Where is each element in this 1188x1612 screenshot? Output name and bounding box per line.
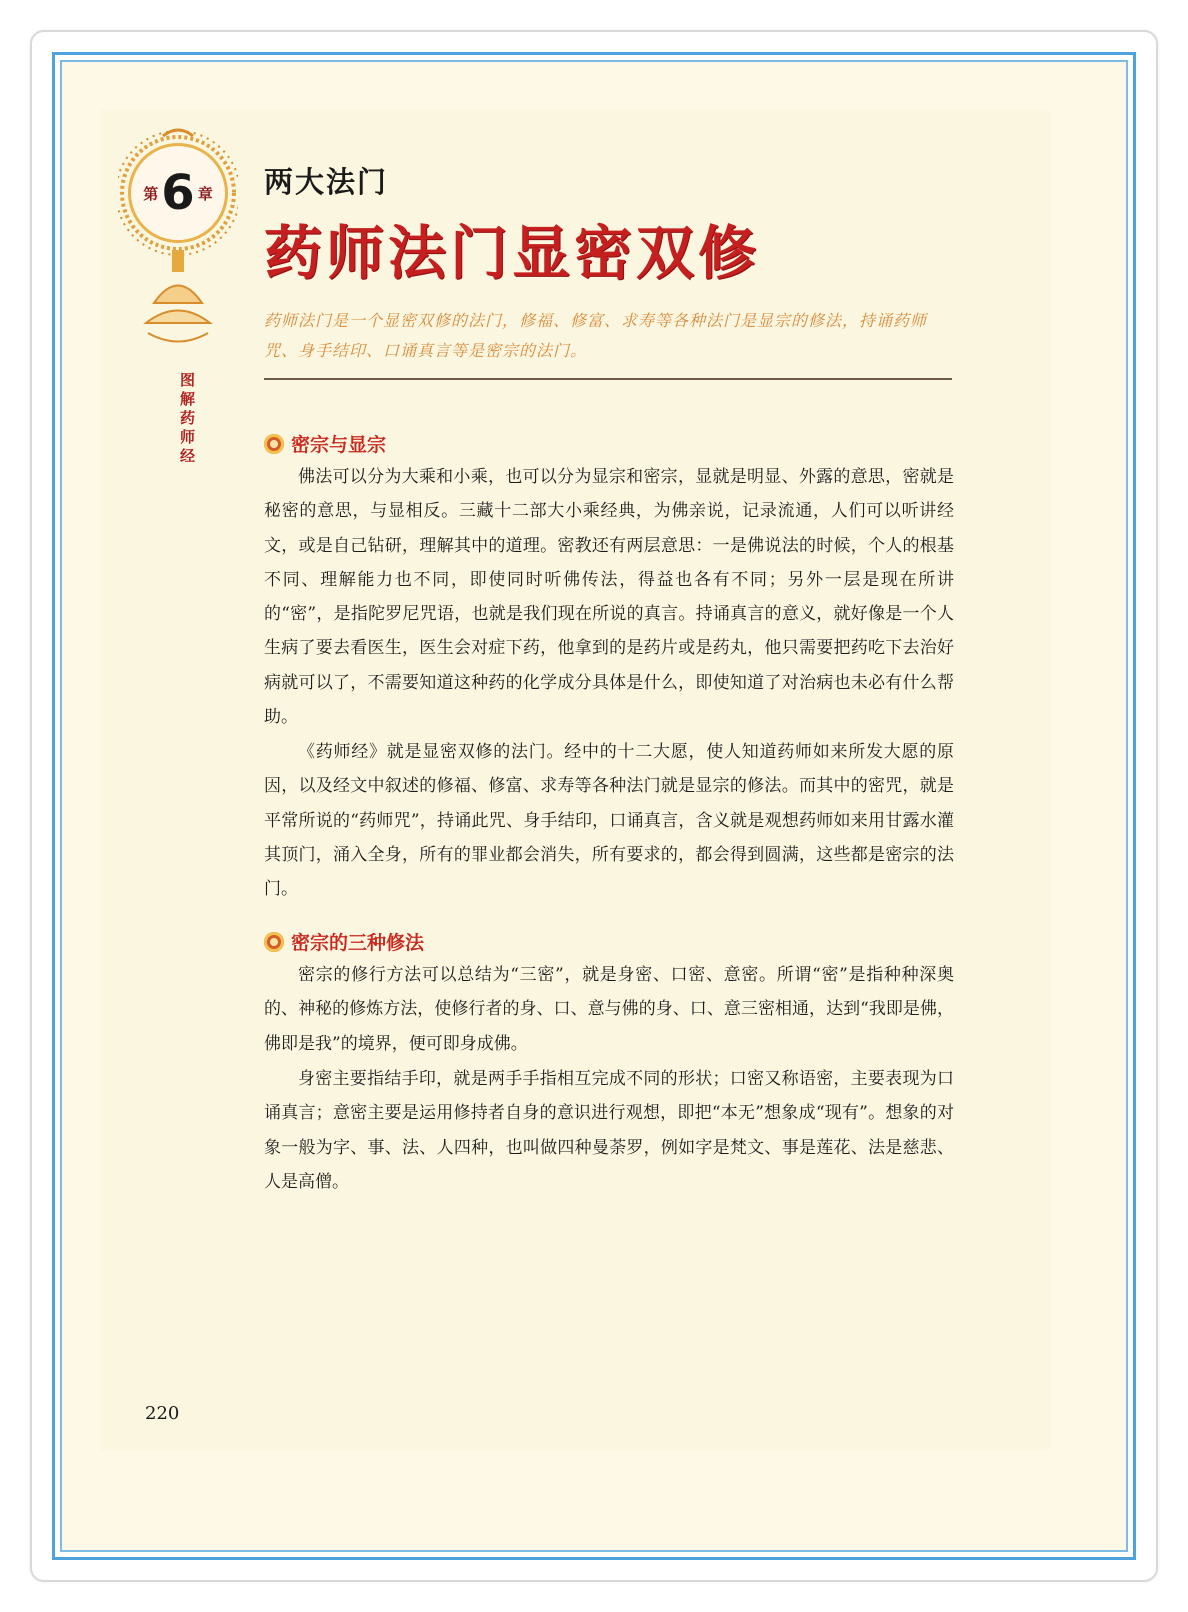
paragraph: 身密主要指结手印，就是两手手指相互完成不同的形状；口密又称语密，主要表现为口诵真言；意密主要是运用修持者自身的意识进行观想，即把“本无”想象成“现有”。想象的对象一般为字、事、法、人四种，也叫做四种曼荼罗，例如字是梵文、事是莲花、法是慈悲、人是高僧。 <box>264 1069 954 1192</box>
chapter-emblem <box>118 128 238 368</box>
chapter-suffix: 章 <box>197 184 213 203</box>
section-heading-text: 密宗的三种修法 <box>291 932 425 954</box>
section-heading-1 <box>264 430 386 457</box>
intro-text: 药师法门是一个显密双修的法门，修福、修富、求寿等各种法门是显宗的修法，持诵药师咒、身手结印、口诵真言等是密宗的法门。 <box>264 311 928 360</box>
section-heading-text: 密宗与显宗 <box>291 434 387 456</box>
paragraph: 《药师经》就是显密双修的法门。经中的十二大愿，使人知道药师如来所发大愿的原因，以及经文中叙述的修福、修富、求寿等各种法门就是显宗的修法。而其中的密咒，就是平常所说的“药师咒”，持诵此咒、身手结印，口诵真言，含义就是观想药师如来用甘露水灌其顶门，涌入全身，所有的罪业都会消失，所有要求的，都会得到圆满，这些都是密宗的法门。 <box>264 742 954 900</box>
paragraph: 密宗的修行方法可以总结为“三密”，就是身密、口密、意密。所谓“密”是指种种深奥的、神秘的修炼方法，使修行者的身、口、意与佛的身、口、意三密相通，达到“我即是佛，佛即是我”的境界，便可即身成佛。 <box>264 965 954 1054</box>
section-label: 两大法门 <box>264 165 389 199</box>
paragraph: 佛法可以分为大乘和小乘，也可以分为显宗和密宗，显就是明显、外露的意思，密就是秘密的意思，与显相反。三藏十二部大小乘经典，为佛亲说，记录流通，人们可以听讲经文，或是自己钻研，理解其中的道理。密教还有两层意思：一是佛说法的时候，个人的根基不同、理解能力也不同，即使同时听佛传法，得益也各有不同；另外一层是现在所讲的“密”，是指陀罗尼咒语，也就是我们现在所说的真言。持诵真言的意义，就好像是一个人生病了要去看医生，医生会对症下药，他拿到的是药片或是药丸，他只需要把药吃下去治好病就可以了，不需要知道这种药的化学成分具体是什么，即使知道了对治病也未必有什么帮助。 <box>264 467 954 728</box>
page-number: 220 <box>145 1403 180 1424</box>
divider <box>264 378 952 380</box>
chapter-title: 药师法门显密双修 <box>264 219 761 287</box>
wheel-icon <box>264 434 284 454</box>
chapter-number: 6 <box>161 165 195 221</box>
side-book-title: 图解药师经 <box>178 372 196 467</box>
chapter-badge <box>128 143 228 243</box>
section-heading-2 <box>264 928 424 955</box>
chapter-prefix: 第 <box>143 184 159 203</box>
wheel-icon <box>264 932 284 952</box>
